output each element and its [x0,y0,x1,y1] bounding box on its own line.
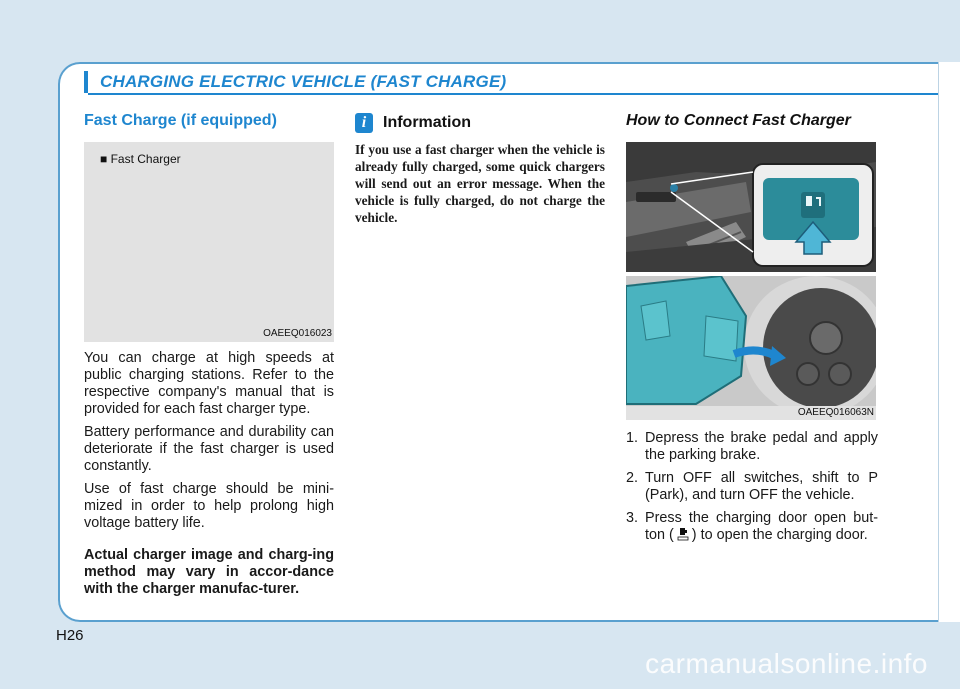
paragraph-minimize: Use of fast charge should be mini-mized in order to help prolong high voltage battery life. [84,481,334,531]
step-text: Turn OFF all switches, shift to P (Park), and turn OFF the vehicle. [645,470,878,503]
page-number: H26 [56,627,84,644]
paragraph-durability: Battery performance and durability can deteriorate if the fast charger is used constantly. [84,424,334,474]
figure-code-row [626,406,876,420]
watermark: carmanualsonline.info [645,648,928,679]
charging-door-open-photo [626,276,876,406]
step-text-after: ) to open the charging door. [691,527,868,543]
information-title: Information [383,114,471,131]
connect-steps [626,430,878,544]
section-header-underline [88,93,938,95]
step-number: 1. [626,430,639,446]
section-header [84,71,938,93]
information-heading [355,113,605,133]
fast-charger-figure [84,142,334,342]
page-right-rule [938,62,939,622]
step-item [626,470,878,504]
step-text [645,510,878,544]
paragraph-high-speed: You can charge at high speeds at public charging stations. Refer to the respective company's manual that is provided for each fast charger type. [84,350,334,417]
charging-door-button-photo [626,142,876,272]
section-header-title: CHARGING ELECTRIC VEHICLE (FAST CHARGE) [100,72,507,91]
step-number: 3. [626,510,639,526]
dashboard-illustration [626,142,876,272]
figure-caption: ■ Fast Charger [100,152,181,166]
charging-door-illustration [626,276,876,406]
figure-code: OAEEQ016063N [797,407,874,418]
step-text-before: Press the charging door open but-ton ( [645,510,878,543]
charging-door-open-icon [676,527,690,541]
fast-charge-title: Fast Charge (if equipped) [84,112,277,129]
connect-fast-charger-title: How to Connect Fast Charger [626,112,851,129]
information-icon: i [355,113,373,133]
step-text: Depress the brake pedal and apply the parking brake. [645,430,878,463]
step-number: 2. [626,470,639,486]
step-item [626,430,878,464]
column-fast-charge [84,108,334,604]
step-item [626,510,878,544]
column-connect-fast-charger [626,108,878,550]
figure-code: OAEEQ016023 [263,328,332,339]
bold-note: Actual charger image and charg-ing method may vary in accor-dance with the charger manufac-turer. [84,547,334,597]
information-body: If you use a fast charger when the vehicle is already fully charged, some quick chargers will send out an error message. When the vehicle is fully charged, do not charge the vehicle. [355,142,605,225]
column-information [355,113,605,226]
